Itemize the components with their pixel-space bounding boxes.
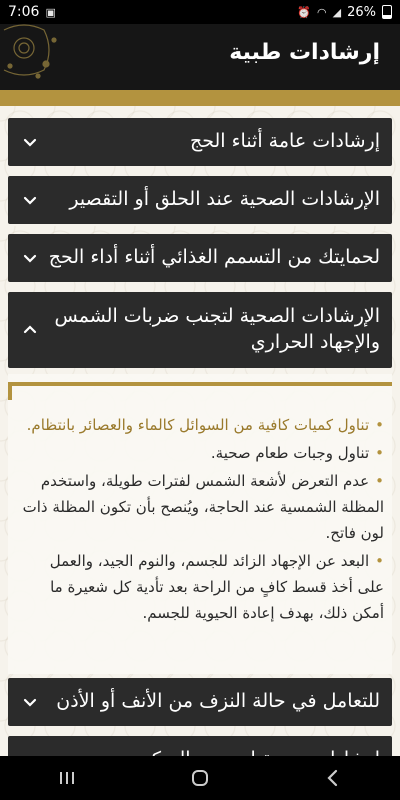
accordion-item-label: إرشادات عامة أثناء الحج [189, 130, 380, 153]
accordion-item-heat-stroke[interactable] [8, 292, 392, 368]
recent-apps-icon[interactable] [55, 766, 79, 790]
chevron-down-icon [22, 694, 38, 710]
decorative-pattern-icon [0, 20, 74, 90]
accordion-item-label: الإرشادات الصحية عند الحلق أو التقصير [69, 188, 380, 211]
accordion-item-nosebleed[interactable] [8, 678, 392, 726]
content-area[interactable] [0, 106, 400, 756]
wifi-icon: ◠ [317, 5, 327, 19]
panel-accent-bar [8, 382, 392, 386]
list-item: •البعد عن الإجهاد الزائد للجسم، والنوم الجيد، والعمل على أخذ قسط كافٍ من الراحة بعد تأدية كل شعيرة ما أمكن ذلك، بهدف إعادة الحيوية للجسم. [49, 552, 384, 622]
accordion-item-food-poisoning[interactable] [8, 234, 392, 282]
accordion-expanded-panel [8, 374, 392, 674]
panel-accent-corner [8, 382, 12, 400]
accordion-item-general-hajj[interactable] [8, 118, 392, 166]
battery-percent: 26% [347, 4, 376, 20]
gold-divider [0, 90, 400, 106]
battery-icon [382, 5, 392, 19]
back-icon[interactable] [321, 766, 345, 790]
accordion-item-label: الإرشادات الصحية لتجنب ضربات الشمس والإجهاد الحراري [54, 305, 380, 353]
chevron-down-icon [22, 250, 38, 266]
status-time: 7:06 [8, 4, 40, 20]
list-item: •تناول وجبات طعام صحية. [210, 444, 384, 462]
list-item: •عدم التعرض لأشعة الشمس لفترات طويلة، واستخدم المظلة الشمسية عند الحاجة، ويُنصح بأن تكون المظلة ذات لون فاتح. [22, 472, 384, 542]
notification-icon: ▣ [45, 5, 56, 19]
page-title: إرشادات طبية [229, 40, 380, 65]
alarm-icon: ⏰ [297, 5, 312, 19]
chevron-up-icon [22, 322, 38, 338]
accordion-item-label: للتعامل في حالة النزف من الأنف أو الأذن [56, 690, 380, 713]
chevron-down-icon [22, 134, 38, 150]
accordion-item-shaving[interactable] [8, 176, 392, 224]
home-icon[interactable] [188, 766, 212, 790]
chevron-down-icon [22, 192, 38, 208]
system-nav-bar [0, 756, 400, 800]
tips-list [22, 412, 384, 628]
list-item: •تناول كميات كافية من السوائل كالماء والعصائر بانتظام. [26, 416, 384, 434]
app-bar [0, 24, 400, 90]
accordion-item-label: لحمايتك من التسمم الغذائي أثناء أداء الحج [48, 246, 380, 269]
signal-icon: ◢ [332, 5, 342, 19]
